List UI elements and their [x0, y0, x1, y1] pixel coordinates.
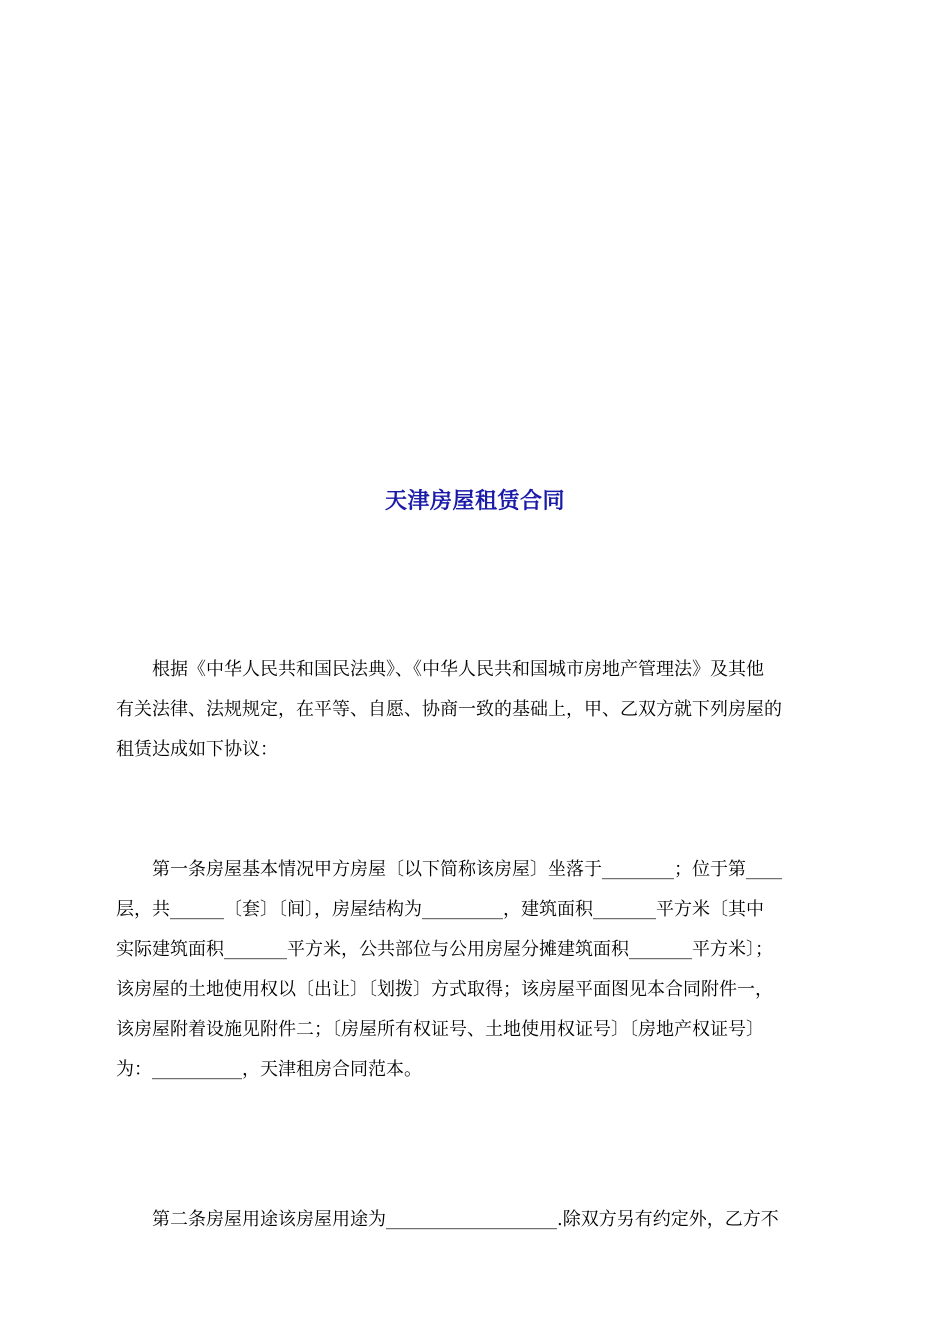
document-title: 天津房屋租赁合同: [384, 489, 565, 514]
intro-line: 有关法律、法规规定，在平等、自愿、协商一致的基础上，甲、乙双方就下列房屋的: [116, 699, 782, 720]
intro-line: 租赁达成如下协议：: [116, 739, 278, 760]
intro-paragraph: [116, 650, 838, 770]
article-2-line: 第二条房屋用途该房屋用途为___________________.除双方另有约定外，乙方不: [152, 1209, 779, 1230]
article-1-line: 第一条房屋基本情况甲方房屋〔以下简称该房屋〕坐落于________；位于第____: [152, 859, 782, 880]
article-1-line: 实际建筑面积_______平方米，公共部位与公用房屋分摊建筑面积_______平方米〕；: [116, 939, 773, 960]
article-1-paragraph: [116, 850, 838, 1090]
article-2-paragraph: [116, 1200, 838, 1240]
article-1-line: 该房屋附着设施见附件二；〔房屋所有权证号、土地使用权证号〕〔房地产权证号〕: [116, 1019, 764, 1040]
article-1-line: 该房屋的土地使用权以〔出让〕〔划拨〕方式取得；该房屋平面图见本合同附件一，: [116, 979, 773, 1000]
intro-line: 根据《中华人民共和国民法典》、《中华人民共和国城市房地产管理法》及其他: [152, 659, 764, 680]
article-1-line: 为：__________，天津租房合同范本。: [116, 1059, 422, 1080]
article-1-line: 层，共______〔套〕〔间〕，房屋结构为_________，建筑面积_______平方米〔其中: [116, 899, 764, 920]
